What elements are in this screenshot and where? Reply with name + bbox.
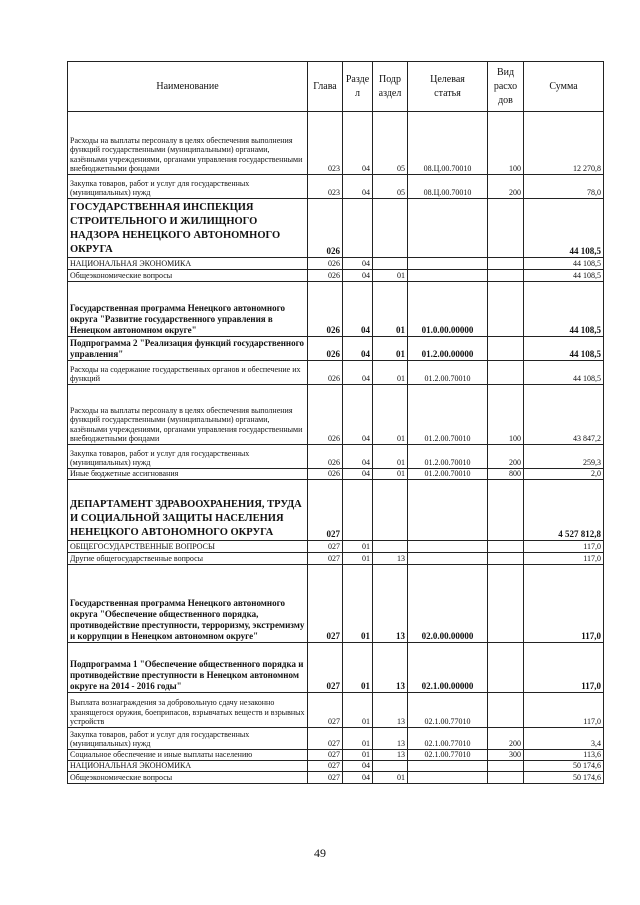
cell-glava: 027 [308,553,343,565]
cell-razdel [343,480,373,541]
table-row [68,553,604,565]
cell-celevaya: 01.2.00.70010 [408,445,488,469]
cell-razdel: 04 [343,761,373,772]
cell-summa: 50 174,6 [524,761,604,772]
cell-celevaya: 02.1.00.77010 [408,693,488,728]
table-row [68,258,604,270]
cell-glava: 026 [308,385,343,445]
cell-name: ДЕПАРТАМЕНТ ЗДРАВООХРАНЕНИЯ, ТРУДА И СОЦИАЛЬНОЙ ЗАЩИТЫ НАСЕЛЕНИЯ НЕНЕЦКОГО АВТОНОМНОГО ОКРУГА [68,480,308,541]
cell-celevaya: 02.1.00.77010 [408,750,488,761]
cell-podrazdel: 01 [373,445,408,469]
cell-summa: 117,0 [524,565,604,643]
cell-name: Расходы на выплаты персоналу в целях обеспечения выполнения функций государственными (муниципальными) органами, казёнными учреждениями, органами управления государственными внебюджетными фондами [68,385,308,445]
cell-name: Закупка товаров, работ и услуг для государственных (муниципальных) нужд [68,445,308,469]
cell-podrazdel: 05 [373,175,408,199]
cell-glava: 027 [308,480,343,541]
header-celevaya: Целевая статья [408,62,488,112]
table-row [68,282,604,337]
table-row [68,175,604,199]
cell-summa: 117,0 [524,553,604,565]
table-row [68,750,604,761]
table-row [68,469,604,480]
cell-summa: 43 847,2 [524,385,604,445]
cell-razdel: 04 [343,469,373,480]
cell-vid [488,553,524,565]
cell-glava: 026 [308,199,343,258]
table-row [68,385,604,445]
header-glava: Глава [308,62,343,112]
table-row [68,480,604,541]
table-header-row [68,62,604,112]
cell-glava: 027 [308,541,343,553]
cell-name: Другие общегосударственные вопросы [68,553,308,565]
cell-razdel: 01 [343,693,373,728]
cell-celevaya [408,199,488,258]
cell-summa: 3,4 [524,728,604,750]
cell-razdel: 04 [343,772,373,784]
cell-glava: 026 [308,282,343,337]
cell-razdel [343,199,373,258]
cell-vid: 200 [488,728,524,750]
cell-summa: 117,0 [524,643,604,693]
cell-glava: 026 [308,258,343,270]
cell-podrazdel: 01 [373,270,408,282]
cell-vid: 300 [488,750,524,761]
cell-name: ГОСУДАРСТВЕННАЯ ИНСПЕКЦИЯ СТРОИТЕЛЬНОГО И ЖИЛИЩНОГО НАДЗОРА НЕНЕЦКОГО АВТОНОМНОГО ОКРУГА [68,199,308,258]
cell-razdel: 01 [343,643,373,693]
cell-podrazdel: 05 [373,112,408,175]
table-row [68,445,604,469]
table-row [68,112,604,175]
cell-glava: 026 [308,445,343,469]
cell-vid: 200 [488,445,524,469]
page-number: 49 [314,846,326,860]
cell-razdel: 01 [343,728,373,750]
cell-name: Расходы на выплаты персоналу в целях обеспечения выполнения функций государственными (муниципальными) органами, казёнными учреждениями, органами управления государственными внебюджетными фондами [68,112,308,175]
cell-glava: 027 [308,693,343,728]
cell-name: Иные бюджетные ассигнования [68,469,308,480]
cell-celevaya: 01.2.00.70010 [408,469,488,480]
cell-summa: 117,0 [524,693,604,728]
cell-celevaya [408,258,488,270]
cell-celevaya: 02.0.00.00000 [408,565,488,643]
header-vid: Вид расхо дов [488,62,524,112]
cell-podrazdel [373,480,408,541]
cell-summa: 50 174,6 [524,772,604,784]
table-row [68,541,604,553]
cell-vid [488,480,524,541]
cell-summa: 44 108,5 [524,282,604,337]
cell-podrazdel: 01 [373,361,408,385]
cell-vid: 200 [488,175,524,199]
cell-vid [488,541,524,553]
cell-glava: 027 [308,750,343,761]
cell-celevaya [408,270,488,282]
cell-podrazdel [373,541,408,553]
cell-podrazdel: 01 [373,282,408,337]
table-row [68,728,604,750]
cell-name: Общеэкономические вопросы [68,772,308,784]
cell-name: ОБЩЕГОСУДАРСТВЕННЫЕ ВОПРОСЫ [68,541,308,553]
cell-summa: 44 108,5 [524,258,604,270]
cell-summa: 44 108,5 [524,270,604,282]
cell-summa: 259,3 [524,445,604,469]
cell-razdel: 01 [343,565,373,643]
cell-celevaya: 08.Ц.00.70010 [408,112,488,175]
cell-name: НАЦИОНАЛЬНАЯ ЭКОНОМИКА [68,761,308,772]
cell-vid [488,693,524,728]
cell-razdel: 01 [343,750,373,761]
cell-vid [488,282,524,337]
cell-name: Подпрограмма 2 "Реализация функций государственного управления" [68,337,308,361]
cell-celevaya: 02.1.00.00000 [408,643,488,693]
table-row [68,643,604,693]
cell-summa: 44 108,5 [524,361,604,385]
cell-podrazdel: 01 [373,772,408,784]
cell-razdel: 04 [343,112,373,175]
table-row [68,361,604,385]
cell-podrazdel: 13 [373,750,408,761]
cell-razdel: 04 [343,175,373,199]
cell-name: Государственная программа Ненецкого автономного округа "Обеспечение общественного порядка, противодействие преступности, терроризму, экстремизму и коррупции в Ненецком автономном округе" [68,565,308,643]
cell-glava: 027 [308,761,343,772]
cell-name: Закупка товаров, работ и услуг для государственных (муниципальных) нужд [68,175,308,199]
cell-name: Расходы на содержание государственных органов и обеспечение их функций [68,361,308,385]
cell-razdel: 01 [343,553,373,565]
cell-name: Выплата вознаграждения за добровольную сдачу незаконно хранящегося оружия, боеприпасов, взрывчатых веществ и взрывных устройств [68,693,308,728]
cell-glava: 026 [308,469,343,480]
table-row [68,761,604,772]
cell-glava: 026 [308,337,343,361]
cell-summa: 2,0 [524,469,604,480]
table-row [68,270,604,282]
cell-celevaya [408,480,488,541]
cell-vid: 100 [488,112,524,175]
cell-summa: 113,6 [524,750,604,761]
header-podrazdel: Подр аздел [373,62,408,112]
cell-celevaya [408,772,488,784]
cell-razdel: 04 [343,258,373,270]
table-row [68,772,604,784]
cell-vid [488,361,524,385]
cell-celevaya: 01.2.00.70010 [408,361,488,385]
cell-name: Общеэкономические вопросы [68,270,308,282]
cell-summa: 78,0 [524,175,604,199]
cell-vid [488,258,524,270]
cell-podrazdel: 01 [373,337,408,361]
cell-glava: 027 [308,565,343,643]
cell-vid [488,643,524,693]
cell-name: Подпрограмма 1 "Обеспечение общественного порядка и противодействие преступности в Ненецком автономном округе на 2014 - 2016 годы" [68,643,308,693]
cell-vid: 800 [488,469,524,480]
cell-vid [488,565,524,643]
header-name: Наименование [68,62,308,112]
cell-vid: 100 [488,385,524,445]
header-razdel: Разде л [343,62,373,112]
cell-celevaya [408,761,488,772]
cell-glava: 023 [308,112,343,175]
cell-podrazdel: 13 [373,565,408,643]
header-summa: Сумма [524,62,604,112]
cell-podrazdel [373,761,408,772]
cell-podrazdel [373,199,408,258]
cell-name: НАЦИОНАЛЬНАЯ ЭКОНОМИКА [68,258,308,270]
cell-razdel: 04 [343,282,373,337]
table-row [68,693,604,728]
cell-celevaya [408,553,488,565]
cell-summa: 117,0 [524,541,604,553]
cell-glava: 027 [308,643,343,693]
cell-celevaya: 01.0.00.00000 [408,282,488,337]
cell-glava: 027 [308,728,343,750]
table-body [68,112,604,784]
cell-podrazdel: 01 [373,385,408,445]
cell-razdel: 04 [343,361,373,385]
cell-name: Государственная программа Ненецкого автономного округа "Развитие государственного управления в Ненецком автономном округе" [68,282,308,337]
cell-glava: 026 [308,270,343,282]
table-row [68,337,604,361]
cell-celevaya: 08.Ц.00.70010 [408,175,488,199]
cell-name: Закупка товаров, работ и услуг для государственных (муниципальных) нужд [68,728,308,750]
cell-razdel: 04 [343,270,373,282]
cell-podrazdel: 01 [373,469,408,480]
cell-summa: 4 527 812,8 [524,480,604,541]
cell-podrazdel: 13 [373,728,408,750]
cell-podrazdel [373,258,408,270]
cell-summa: 12 270,8 [524,112,604,175]
cell-celevaya: 01.2.00.70010 [408,385,488,445]
budget-table [67,61,604,784]
cell-razdel: 01 [343,541,373,553]
cell-razdel: 04 [343,445,373,469]
cell-glava: 026 [308,361,343,385]
cell-summa: 44 108,5 [524,337,604,361]
cell-vid [488,270,524,282]
cell-podrazdel: 13 [373,553,408,565]
cell-celevaya: 02.1.00.77010 [408,728,488,750]
cell-celevaya: 01.2.00.00000 [408,337,488,361]
cell-razdel: 04 [343,337,373,361]
cell-vid [488,199,524,258]
cell-celevaya [408,541,488,553]
cell-glava: 023 [308,175,343,199]
cell-vid [488,761,524,772]
cell-glava: 027 [308,772,343,784]
cell-podrazdel: 13 [373,693,408,728]
cell-summa: 44 108,5 [524,199,604,258]
cell-podrazdel: 13 [373,643,408,693]
cell-name: Социальное обеспечение и иные выплаты населению [68,750,308,761]
table-row [68,199,604,258]
cell-razdel: 04 [343,385,373,445]
cell-vid [488,337,524,361]
cell-vid [488,772,524,784]
table-row [68,565,604,643]
